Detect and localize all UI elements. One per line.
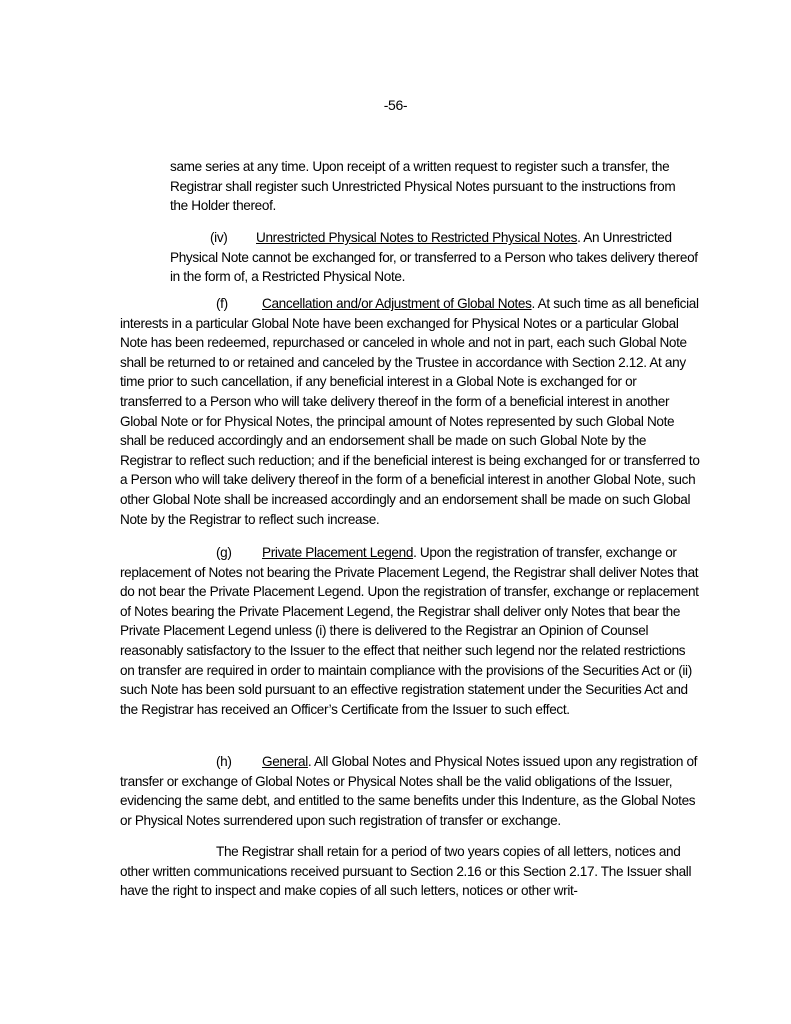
paragraph-marker: (iv) <box>210 230 228 245</box>
paragraph-g <box>120 543 700 719</box>
page-number: -56- <box>383 97 408 113</box>
paragraph-registrar-retention <box>120 842 700 901</box>
paragraph-text: . At such time as all beneficial interests in a particular Global Note have been exchanged for Physical Notes or a particular Global Note has been redeemed, repurchased or canceled in whole and not in part, each such Global Note shall be returned to or retained and canceled by the Trustee in accordance with Section 2.12. At any time prior to such cancellation, if any beneficial interest in a Global Note is exchanged for or transferred to a Person who will take delivery thereof in the form of a beneficial interest in another Global Note or for Physical Notes, the principal amount of Notes represented by such Global Note shall be reduced accordingly and an endorsement shall be made on such Global Note by the Registrar to reflect such reduction; and if the beneficial interest is being exchanged for or transferred to a Person who will take delivery thereof in the form of a beneficial interest in another Global Note, such other Global Note shall be increased accordingly and an endorsement shall be made on such Global Note by the Registrar to reflect such increase. <box>120 296 700 527</box>
paragraph-marker: (g) <box>216 545 232 560</box>
paragraph-heading: Unrestricted Physical Notes to Restricted Physical Notes <box>256 230 578 245</box>
paragraph-continuation <box>170 157 685 216</box>
paragraph-text: The Registrar shall retain for a period of two years copies of all letters, notices and other written communications received pursuant to Section 2.16 or this Section 2.17. The Issuer shall have the right to inspect and make copies of all such letters, notices or other writ- <box>120 844 692 899</box>
paragraph-heading: General <box>262 754 308 769</box>
paragraph-heading: Private Placement Legend <box>262 545 414 560</box>
paragraph-text: . Upon the registration of transfer, exchange or replacement of Notes not bearing the Private Placement Legend, the Registrar shall deliver Notes that do not bear the Private Placement Legend. Upon the registration of transfer, exchange or replacement of Notes bearing the Private Placement Legend, the Registrar shall deliver only Notes that bear the Private Placement Legend unless (i) there is delivered to the Registrar an Opinion of Counsel reasonably satisfactory to the Issuer to the effect that neither such legend nor the related restrictions on transfer are required in order to maintain compliance with the provisions of the Securities Act or (ii) such Note has been sold pursuant to an effective registration statement under the Securities Act and the Registrar has received an Officer’s Certificate from the Issuer to such effect. <box>120 545 699 717</box>
paragraph-iv <box>170 228 698 287</box>
paragraph-text: . All Global Notes and Physical Notes issued upon any registration of transfer or exchange of Global Notes or Physical Notes shall be the valid obligations of the Issuer, evidencing the same debt, and entitled to the same benefits under this Indenture, as the Global Notes or Physical Notes surrendered upon such registration of transfer or exchange. <box>120 754 698 828</box>
paragraph-heading: Cancellation and/or Adjustment of Global Notes <box>262 296 532 311</box>
paragraph-text: same series at any time. Upon receipt of a written request to register such a transfer, the Registrar shall register such Unrestricted Physical Notes pursuant to the instructions from the Holder thereof. <box>170 159 676 214</box>
paragraph-f <box>120 294 700 529</box>
paragraph-marker: (f) <box>216 296 228 311</box>
paragraph-h <box>120 752 700 830</box>
paragraph-marker: (h) <box>216 754 232 769</box>
paragraph-text: . An Unrestricted Physical Note cannot be exchanged for, or transferred to a Person who takes delivery thereof in the form of, a Restricted Physical Note. <box>170 230 698 285</box>
